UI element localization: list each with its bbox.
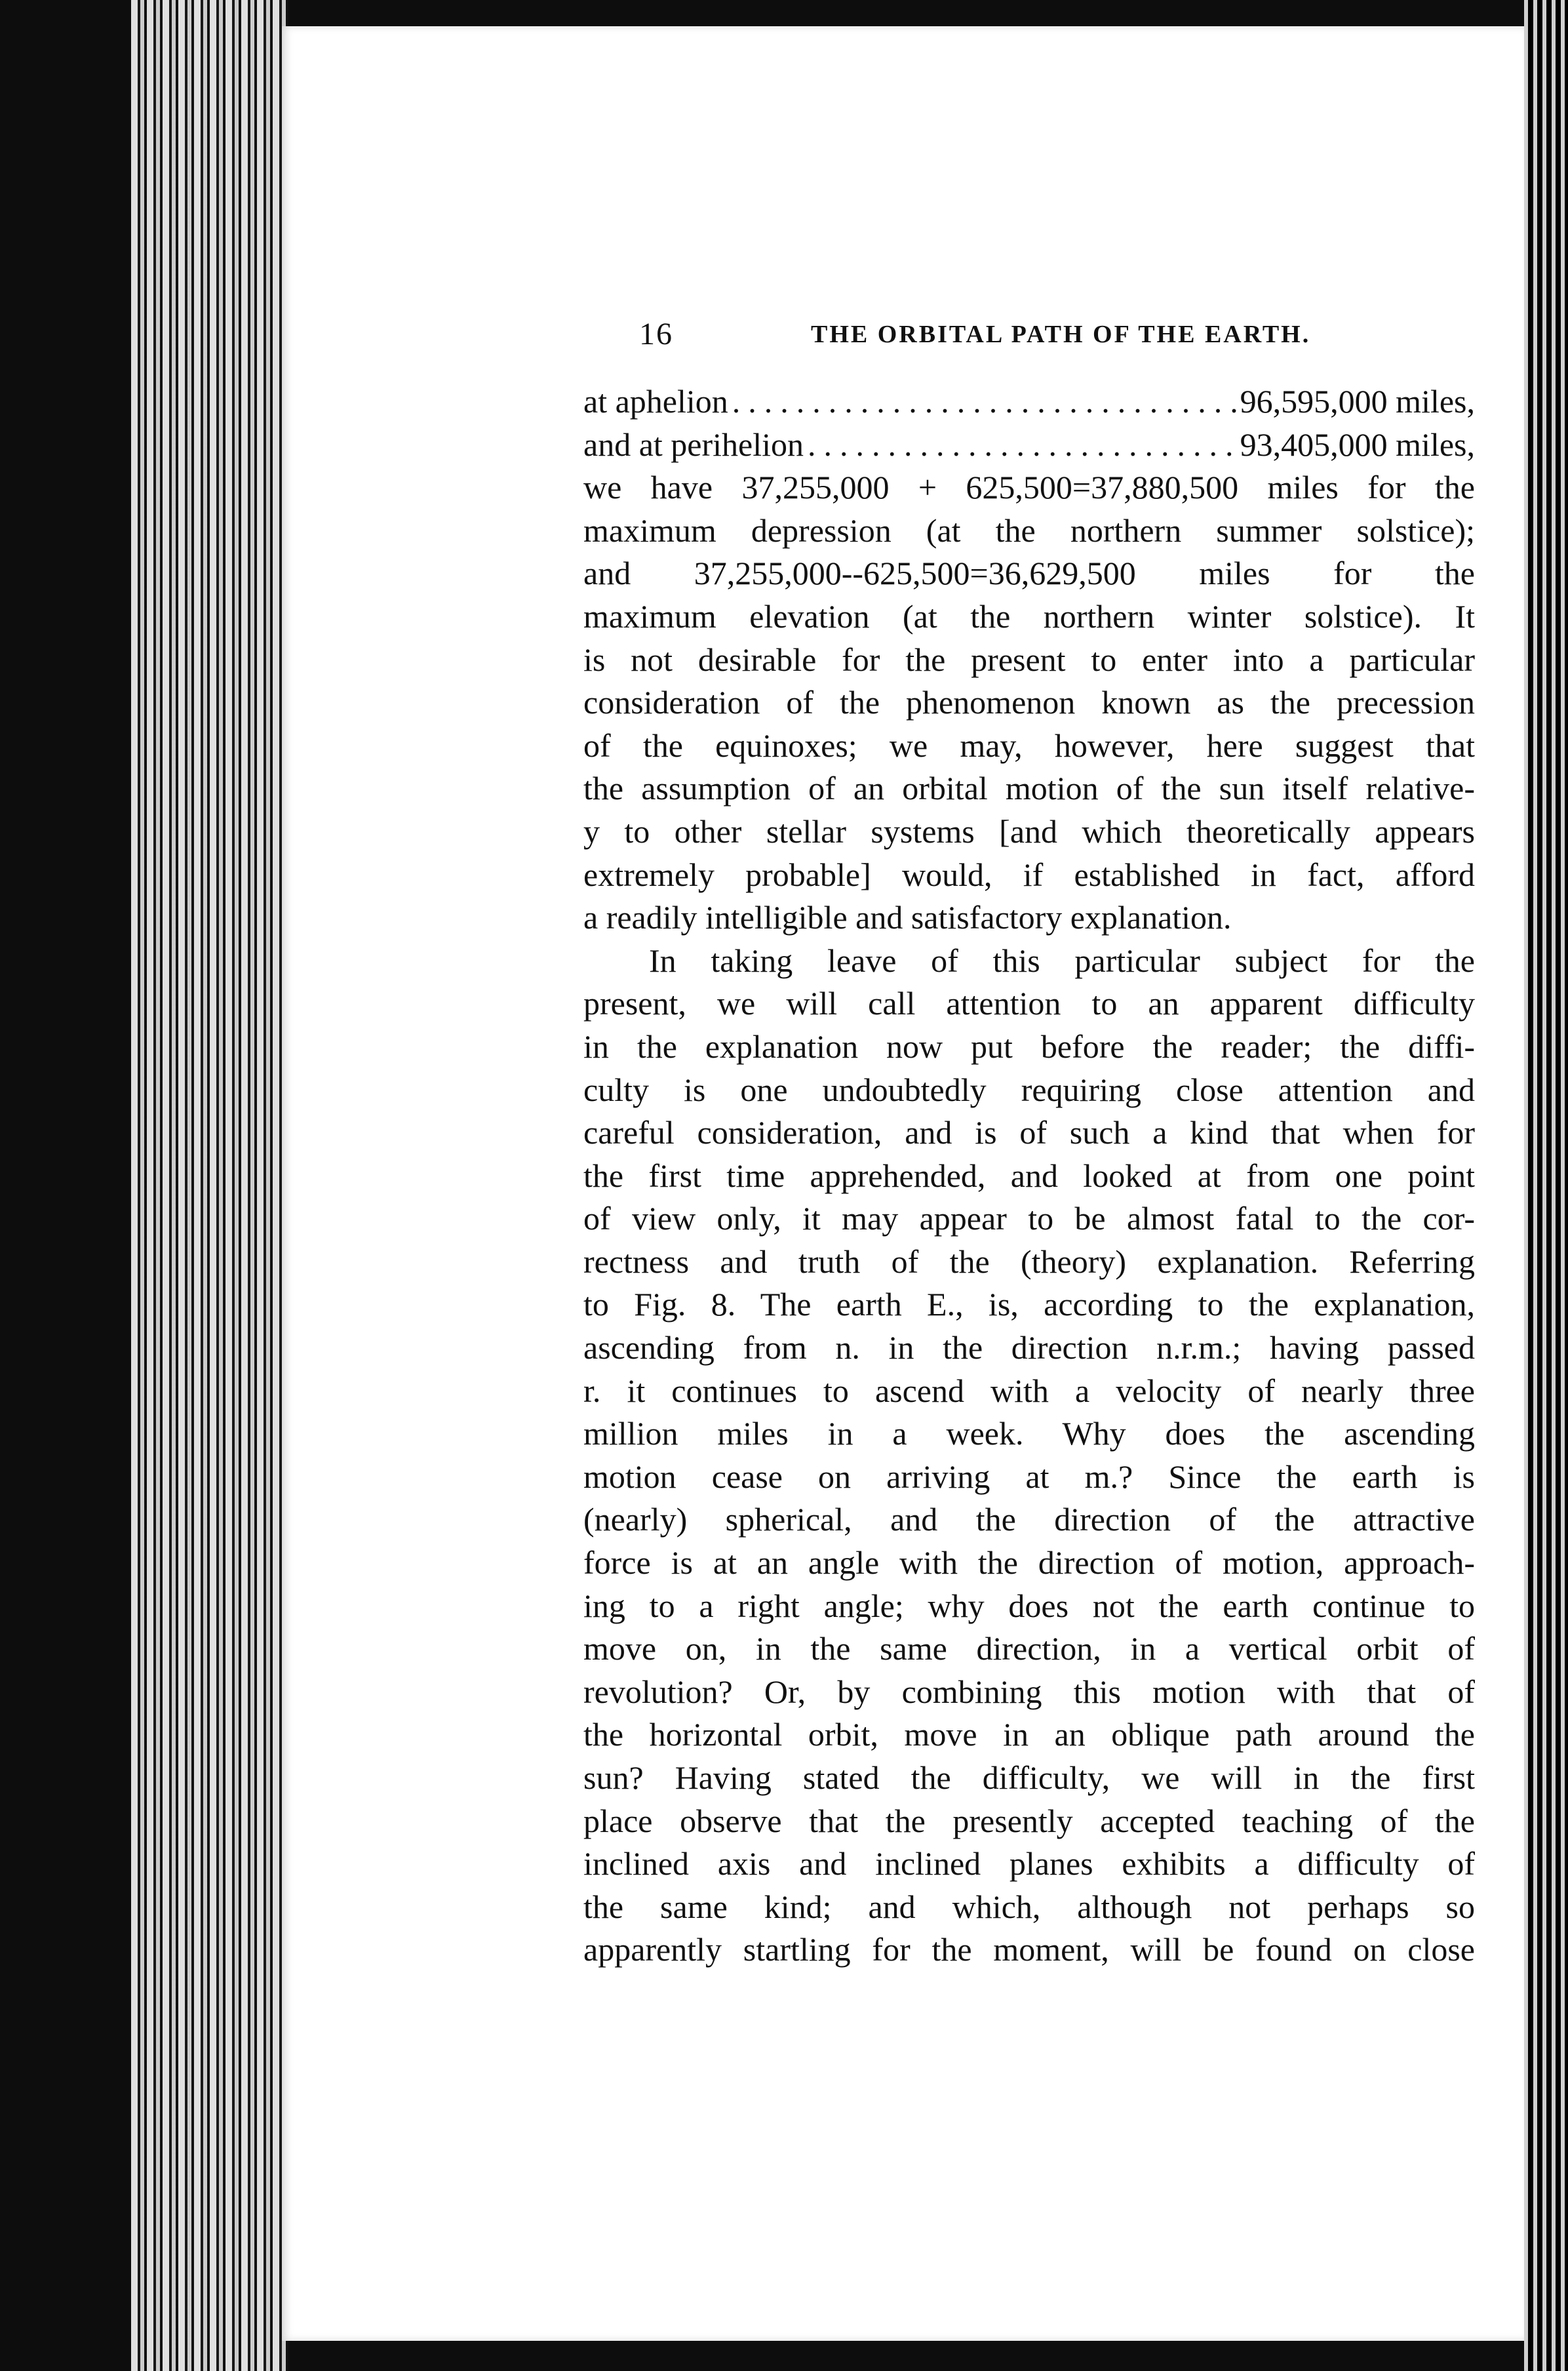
text-line: In taking leave of this particular subject for the bbox=[649, 942, 1475, 979]
text-line: of the equinoxes; we may, however, here suggest that bbox=[583, 727, 1475, 764]
text-line: apparently startling for the moment, will be found on close bbox=[583, 1931, 1475, 1968]
leader-label: at aphelion bbox=[583, 383, 728, 420]
text-line: careful consideration, and is of such a kind that when for bbox=[583, 1114, 1475, 1151]
text-line: extremely probable] would, if established in fact, afford bbox=[583, 856, 1475, 893]
text-line: move on, in the same direction, in a vertical orbit of bbox=[583, 1630, 1475, 1667]
text-line: motion cease on arriving at m.? Since the earth is bbox=[583, 1458, 1475, 1495]
leader-value: 93,405,000 miles, bbox=[1240, 426, 1475, 463]
text-line: ascending from n. in the direction n.r.m.; having passed bbox=[583, 1329, 1475, 1366]
text-line: y to other stellar systems [and which theoretically appears bbox=[583, 812, 1475, 850]
text-line: (nearly) spherical, and the direction of the attractive bbox=[583, 1501, 1475, 1538]
text-line: million miles in a week. Why does the ascending bbox=[583, 1415, 1475, 1452]
leader-line bbox=[583, 380, 1475, 424]
body-text bbox=[583, 380, 1475, 1972]
text-line: the assumption of an orbital motion of the sun itself relative- bbox=[583, 770, 1475, 807]
text-line: the horizontal orbit, move in an oblique path around the bbox=[583, 1716, 1475, 1753]
text-line: in the explanation now put before the reader; the diffi- bbox=[583, 1027, 1475, 1065]
leader-dots bbox=[808, 424, 1236, 467]
leader-line bbox=[583, 424, 1475, 467]
running-title: THE ORBITAL PATH OF THE EARTH. bbox=[811, 321, 1311, 348]
leader-dots bbox=[732, 380, 1236, 424]
text-line: force is at an angle with the direction of motion, approach- bbox=[583, 1544, 1475, 1582]
text-line: culty is one undoubtedly requiring close attention and bbox=[583, 1071, 1475, 1108]
text-line: a readily intelligible and satisfactory explanation. bbox=[583, 899, 1232, 936]
page-number: 16 bbox=[639, 317, 673, 351]
text-line: ing to a right angle; why does not the earth continue to bbox=[583, 1587, 1475, 1624]
text-line: revolution? Or, by combining this motion with that of bbox=[583, 1673, 1475, 1710]
leader-label: and at perihelion bbox=[583, 426, 804, 463]
text-line: inclined axis and inclined planes exhibits a difficulty of bbox=[583, 1845, 1475, 1883]
text-line: the first time apprehended, and looked at from one point bbox=[583, 1157, 1475, 1194]
text-line: the same kind; and which, although not perhaps so bbox=[583, 1888, 1475, 1925]
text-line: consideration of the phenomenon known as the precession bbox=[583, 684, 1475, 721]
text-line: sun? Having stated the difficulty, we will in the first bbox=[583, 1759, 1475, 1796]
text-line: and 37,255,000--625,500=36,629,500 miles for the bbox=[583, 555, 1475, 592]
text-line: maximum depression (at the northern summer solstice); bbox=[583, 511, 1475, 549]
text-line: to Fig. 8. The earth E., is, according to the explanation, bbox=[583, 1286, 1475, 1323]
text-line: is not desirable for the present to enter into a particular bbox=[583, 641, 1475, 678]
book-page-edges bbox=[131, 0, 288, 2371]
text-line: of view only, it may appear to be almost fatal to the cor- bbox=[583, 1200, 1475, 1237]
text-line: we have 37,255,000 + 625,500=37,880,500 miles for the bbox=[583, 469, 1475, 506]
text-line: maximum elevation (at the northern winter solstice). It bbox=[583, 597, 1475, 635]
text-line: rectness and truth of the (theory) explanation. Referring bbox=[583, 1243, 1475, 1280]
scan-right-edge bbox=[1524, 0, 1568, 2371]
text-line: r. it continues to ascend with a velocity of nearly three bbox=[583, 1372, 1475, 1409]
text-line: present, we will call attention to an apparent difficulty bbox=[583, 985, 1475, 1022]
leader-value: 96,595,000 miles, bbox=[1240, 383, 1475, 420]
text-line: place observe that the presently accepted teaching of the bbox=[583, 1802, 1475, 1839]
